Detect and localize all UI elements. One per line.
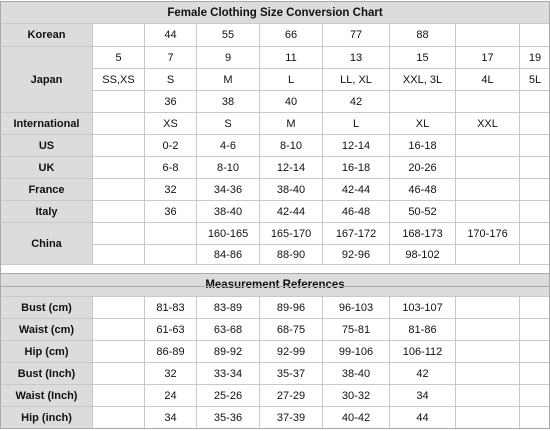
- size-cell: 44: [144, 23, 197, 47]
- measurement-cell: [92, 318, 145, 341]
- row-label-bust-cm: Bust (cm): [0, 296, 93, 319]
- size-cell: XS: [144, 112, 197, 135]
- size-cell: [92, 23, 145, 47]
- size-cell: [455, 244, 520, 265]
- measurement-cell: 35-37: [259, 362, 323, 385]
- size-cell: 0-2: [144, 134, 197, 157]
- row-label-waist-cm: Waist (cm): [0, 318, 93, 341]
- measurement-cell: 35-36: [196, 406, 260, 429]
- measurement-cell: [519, 362, 550, 385]
- measurement-cell: [92, 384, 145, 407]
- measurement-cell: 37-39: [259, 406, 323, 429]
- size-cell: 6-8: [144, 156, 197, 179]
- size-cell: [92, 200, 145, 223]
- size-cell: 165-170: [259, 222, 323, 245]
- size-cell: M: [259, 112, 323, 135]
- size-cell: 34-36: [196, 178, 260, 201]
- size-cell: 38-40: [196, 200, 260, 223]
- row-label-international: International: [0, 112, 93, 135]
- measurement-cell: [519, 384, 550, 407]
- size-cell: [455, 156, 520, 179]
- row-label-korean: Korean: [0, 23, 93, 47]
- measurement-cell: 27-29: [259, 384, 323, 407]
- size-cell: [389, 90, 456, 113]
- measurement-cell: 81-86: [389, 318, 456, 341]
- size-cell: [519, 244, 550, 265]
- measurement-cell: 89-92: [196, 340, 260, 363]
- size-cell: [519, 178, 550, 201]
- measurement-cell: [92, 406, 145, 429]
- size-cell: [144, 244, 197, 265]
- measurement-cell: 61-63: [144, 318, 197, 341]
- row-label-uk: UK: [0, 156, 93, 179]
- measurement-cell: 68-75: [259, 318, 323, 341]
- measurement-cell: [455, 318, 520, 341]
- size-cell: 4-6: [196, 134, 260, 157]
- chart-title: Female Clothing Size Conversion Chart: [0, 1, 550, 24]
- size-cell: [519, 134, 550, 157]
- measurement-cell: 42: [389, 362, 456, 385]
- size-cell: [455, 134, 520, 157]
- size-cell: [92, 90, 145, 113]
- size-cell: 88-90: [259, 244, 323, 265]
- row-label-france: France: [0, 178, 93, 201]
- size-cell: [92, 156, 145, 179]
- row-label-china: China: [0, 222, 93, 265]
- size-cell: [519, 200, 550, 223]
- measurement-cell: 33-34: [196, 362, 260, 385]
- size-cell: S: [196, 112, 260, 135]
- size-cell: 167-172: [322, 222, 390, 245]
- size-cell: [455, 178, 520, 201]
- row-label-hip-cm: Hip (cm): [0, 340, 93, 363]
- size-cell: [92, 178, 145, 201]
- size-cell: 170-176: [455, 222, 520, 245]
- row-label-us: US: [0, 134, 93, 157]
- measurement-cell: [92, 296, 145, 319]
- measurement-cell: [92, 362, 145, 385]
- size-cell: [92, 134, 145, 157]
- measurement-cell: 75-81: [322, 318, 390, 341]
- size-cell: 5L: [519, 68, 550, 91]
- size-cell: 36: [144, 200, 197, 223]
- measurement-cell: 32: [144, 362, 197, 385]
- size-cell: XXL, 3L: [389, 68, 456, 91]
- size-cell: 38-40: [259, 178, 323, 201]
- size-cell: 88: [389, 23, 456, 47]
- size-cell: 46-48: [322, 200, 390, 223]
- size-cell: 16-18: [389, 134, 456, 157]
- measurement-cell: 34: [389, 384, 456, 407]
- size-cell: [92, 112, 145, 135]
- measurement-cell: 86-89: [144, 340, 197, 363]
- size-cell: 8-10: [196, 156, 260, 179]
- size-cell: [455, 90, 520, 113]
- size-cell: [519, 23, 550, 47]
- measurement-cell: [455, 296, 520, 319]
- measurement-cell: 38-40: [322, 362, 390, 385]
- size-cell: [519, 90, 550, 113]
- size-cell: [455, 200, 520, 223]
- size-cell: LL, XL: [322, 68, 390, 91]
- size-cell: S: [144, 68, 197, 91]
- size-cell: 11: [259, 46, 323, 69]
- size-cell: 38: [196, 90, 260, 113]
- row-label-hip-inch: Hip (inch): [0, 406, 93, 429]
- size-cell: 42-44: [259, 200, 323, 223]
- size-cell: [144, 222, 197, 245]
- size-cell: XXL: [455, 112, 520, 135]
- size-cell: [519, 156, 550, 179]
- measurement-cell: [519, 296, 550, 319]
- measurement-title: Measurement References: [0, 273, 550, 297]
- size-cell: 160-165: [196, 222, 260, 245]
- measurement-cell: 92-99: [259, 340, 323, 363]
- measurement-cell: [455, 340, 520, 363]
- size-cell: 8-10: [259, 134, 323, 157]
- size-cell: 17: [455, 46, 520, 69]
- measurement-cell: [455, 406, 520, 429]
- measurement-cell: [519, 318, 550, 341]
- measurement-cell: 63-68: [196, 318, 260, 341]
- measurement-cell: 30-32: [322, 384, 390, 407]
- measurement-cell: 103-107: [389, 296, 456, 319]
- row-label-italy: Italy: [0, 200, 93, 223]
- measurement-cell: [455, 384, 520, 407]
- measurement-cell: 99-106: [322, 340, 390, 363]
- measurement-cell: 96-103: [322, 296, 390, 319]
- row-label-waist-inch: Waist (Inch): [0, 384, 93, 407]
- row-label-bust-inch: Bust (Inch): [0, 362, 93, 385]
- size-cell: 42: [322, 90, 390, 113]
- size-cell: 5: [92, 46, 145, 69]
- measurement-cell: 34: [144, 406, 197, 429]
- size-cell: [519, 112, 550, 135]
- size-cell: [519, 222, 550, 245]
- size-cell: 98-102: [389, 244, 456, 265]
- size-cell: 84-86: [196, 244, 260, 265]
- size-cell: 77: [322, 23, 390, 47]
- size-cell: 16-18: [322, 156, 390, 179]
- size-cell: 50-52: [389, 200, 456, 223]
- size-cell: 12-14: [322, 134, 390, 157]
- size-cell: 9: [196, 46, 260, 69]
- size-cell: 40: [259, 90, 323, 113]
- size-cell: SS,XS: [92, 68, 145, 91]
- size-cell: 66: [259, 23, 323, 47]
- size-cell: 46-48: [389, 178, 456, 201]
- size-cell: [92, 222, 145, 245]
- measurement-cell: [519, 340, 550, 363]
- size-cell: 92-96: [322, 244, 390, 265]
- size-cell: 15: [389, 46, 456, 69]
- size-cell: L: [259, 68, 323, 91]
- measurement-cell: 40-42: [322, 406, 390, 429]
- size-cell: 4L: [455, 68, 520, 91]
- size-cell: [92, 244, 145, 265]
- measurement-cell: [92, 340, 145, 363]
- size-cell: 20-26: [389, 156, 456, 179]
- size-cell: 55: [196, 23, 260, 47]
- size-cell: 36: [144, 90, 197, 113]
- measurement-cell: 83-89: [196, 296, 260, 319]
- size-cell: 168-173: [389, 222, 456, 245]
- size-cell: 12-14: [259, 156, 323, 179]
- measurement-cell: 25-26: [196, 384, 260, 407]
- measurement-cell: [455, 362, 520, 385]
- measurement-cell: 24: [144, 384, 197, 407]
- size-cell: M: [196, 68, 260, 91]
- measurement-cell: [519, 406, 550, 429]
- size-cell: XL: [389, 112, 456, 135]
- size-cell: 32: [144, 178, 197, 201]
- size-cell: 13: [322, 46, 390, 69]
- size-cell: 7: [144, 46, 197, 69]
- size-cell: 19: [519, 46, 550, 69]
- row-label-japan: Japan: [0, 46, 93, 113]
- size-cell: [455, 23, 520, 47]
- measurement-cell: 106-112: [389, 340, 456, 363]
- size-cell: L: [322, 112, 390, 135]
- measurement-cell: 44: [389, 406, 456, 429]
- measurement-cell: 89-96: [259, 296, 323, 319]
- measurement-cell: 81-83: [144, 296, 197, 319]
- size-cell: 42-44: [322, 178, 390, 201]
